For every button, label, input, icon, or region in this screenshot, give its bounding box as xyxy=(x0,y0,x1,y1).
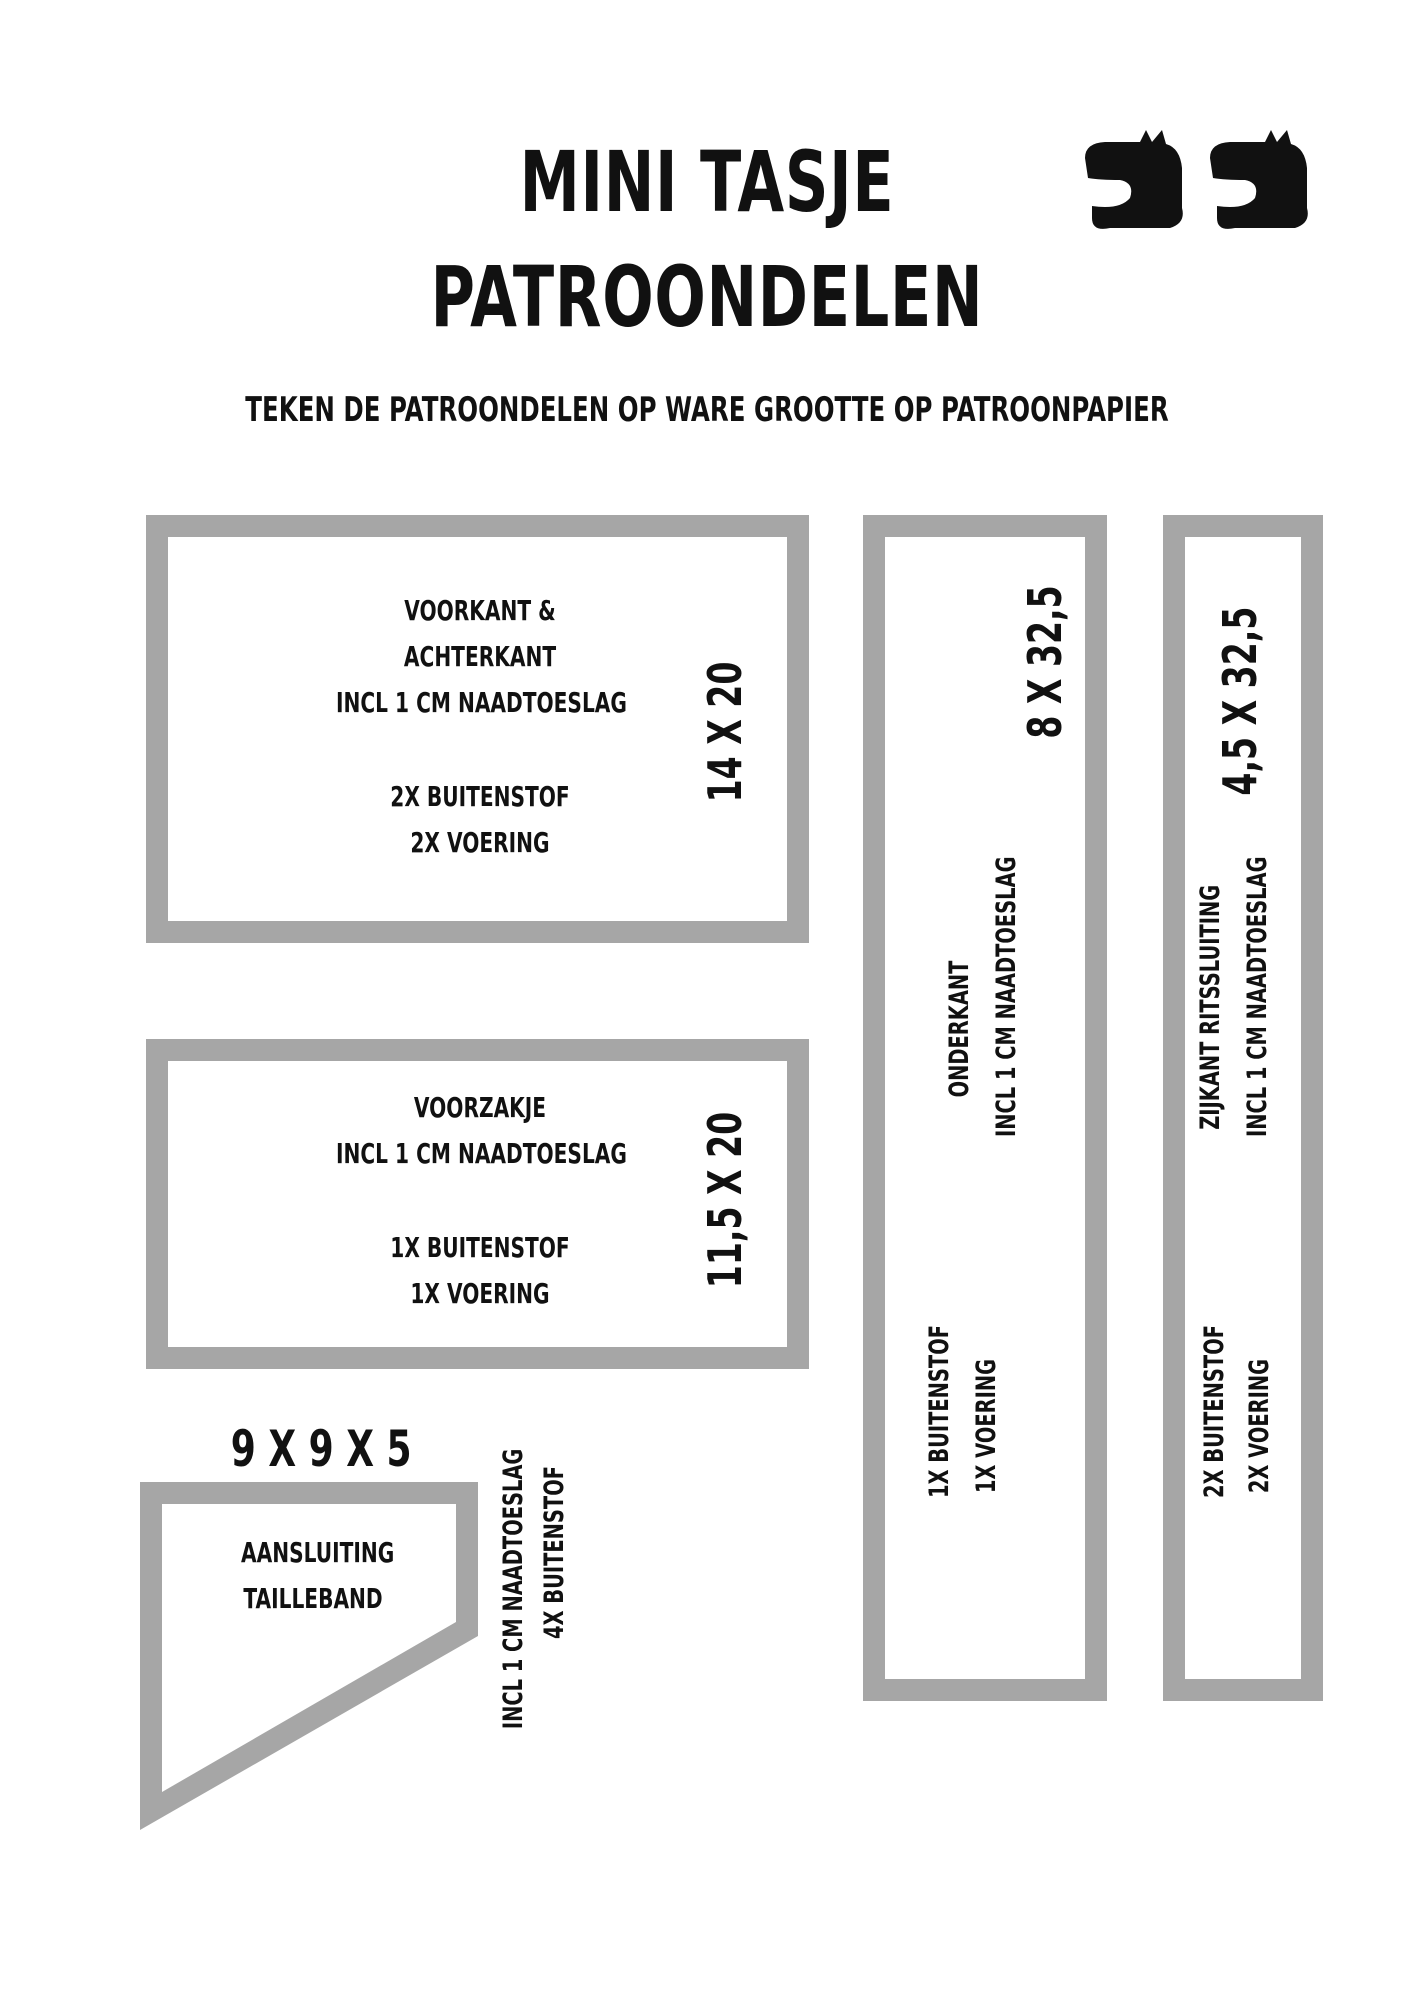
front-pocket-label-1: VOORZAKJE xyxy=(413,1091,547,1124)
bottom-count-2: 1X VOERING xyxy=(971,1358,1002,1494)
zipper-side-count-1: 2X BUITENSTOF xyxy=(1199,1324,1230,1498)
front-pocket-label-5: 1X VOERING xyxy=(410,1277,550,1310)
front-back-label-6: 2X VOERING xyxy=(410,826,550,859)
front-back-label-3: INCL 1 CM NAADTOESLAG xyxy=(336,686,627,719)
front-back-label-5: 2X BUITENSTOF xyxy=(390,780,570,813)
waistband-label-2: TAILLEBAND xyxy=(243,1582,383,1615)
waistband-side-label-2: 4X BUITENSTOF xyxy=(539,1465,570,1639)
waistband-side-label-1: INCL 1 CM NAADTOESLAG xyxy=(498,1448,529,1730)
front-back-label-2: ACHTERKANT xyxy=(403,640,557,673)
bottom-label-2: INCL 1 CM NAADTOESLAG xyxy=(991,856,1022,1137)
zipper-side-dimension: 4,5 X 32,5 xyxy=(1213,606,1267,796)
front-pocket-dimension: 11,5 X 20 xyxy=(698,1111,752,1289)
zipper-side-label-1: ZIJKANT RITSSLUITING xyxy=(1195,884,1226,1130)
bottom-dimension: 8 X 32,5 xyxy=(1018,585,1072,739)
zipper-side-label-2: INCL 1 CM NAADTOESLAG xyxy=(1242,856,1273,1137)
title-line-2: PATROONDELEN xyxy=(430,248,984,346)
waistband-dimension: 9 X 9 X 5 xyxy=(230,1420,412,1478)
bottom-label-1: ONDERKANT xyxy=(944,960,975,1098)
front-pocket-label-4: 1X BUITENSTOF xyxy=(390,1231,570,1264)
front-pocket-label-2: INCL 1 CM NAADTOESLAG xyxy=(336,1137,627,1170)
zipper-side-count-2: 2X VOERING xyxy=(1244,1358,1275,1494)
front-back-dimension: 14 X 20 xyxy=(698,661,752,803)
two-bunny-silhouettes-icon xyxy=(1080,128,1320,253)
title-line-1: MINI TASJE xyxy=(519,133,895,231)
front-back-label-1: VOORKANT & xyxy=(404,594,556,627)
subtitle: TEKEN DE PATROONDELEN OP WARE GROOTTE OP PATROONPAPIER xyxy=(245,390,1169,430)
waistband-label-1: AANSLUITING xyxy=(241,1536,395,1569)
bottom-count-1: 1X BUITENSTOF xyxy=(924,1324,955,1498)
